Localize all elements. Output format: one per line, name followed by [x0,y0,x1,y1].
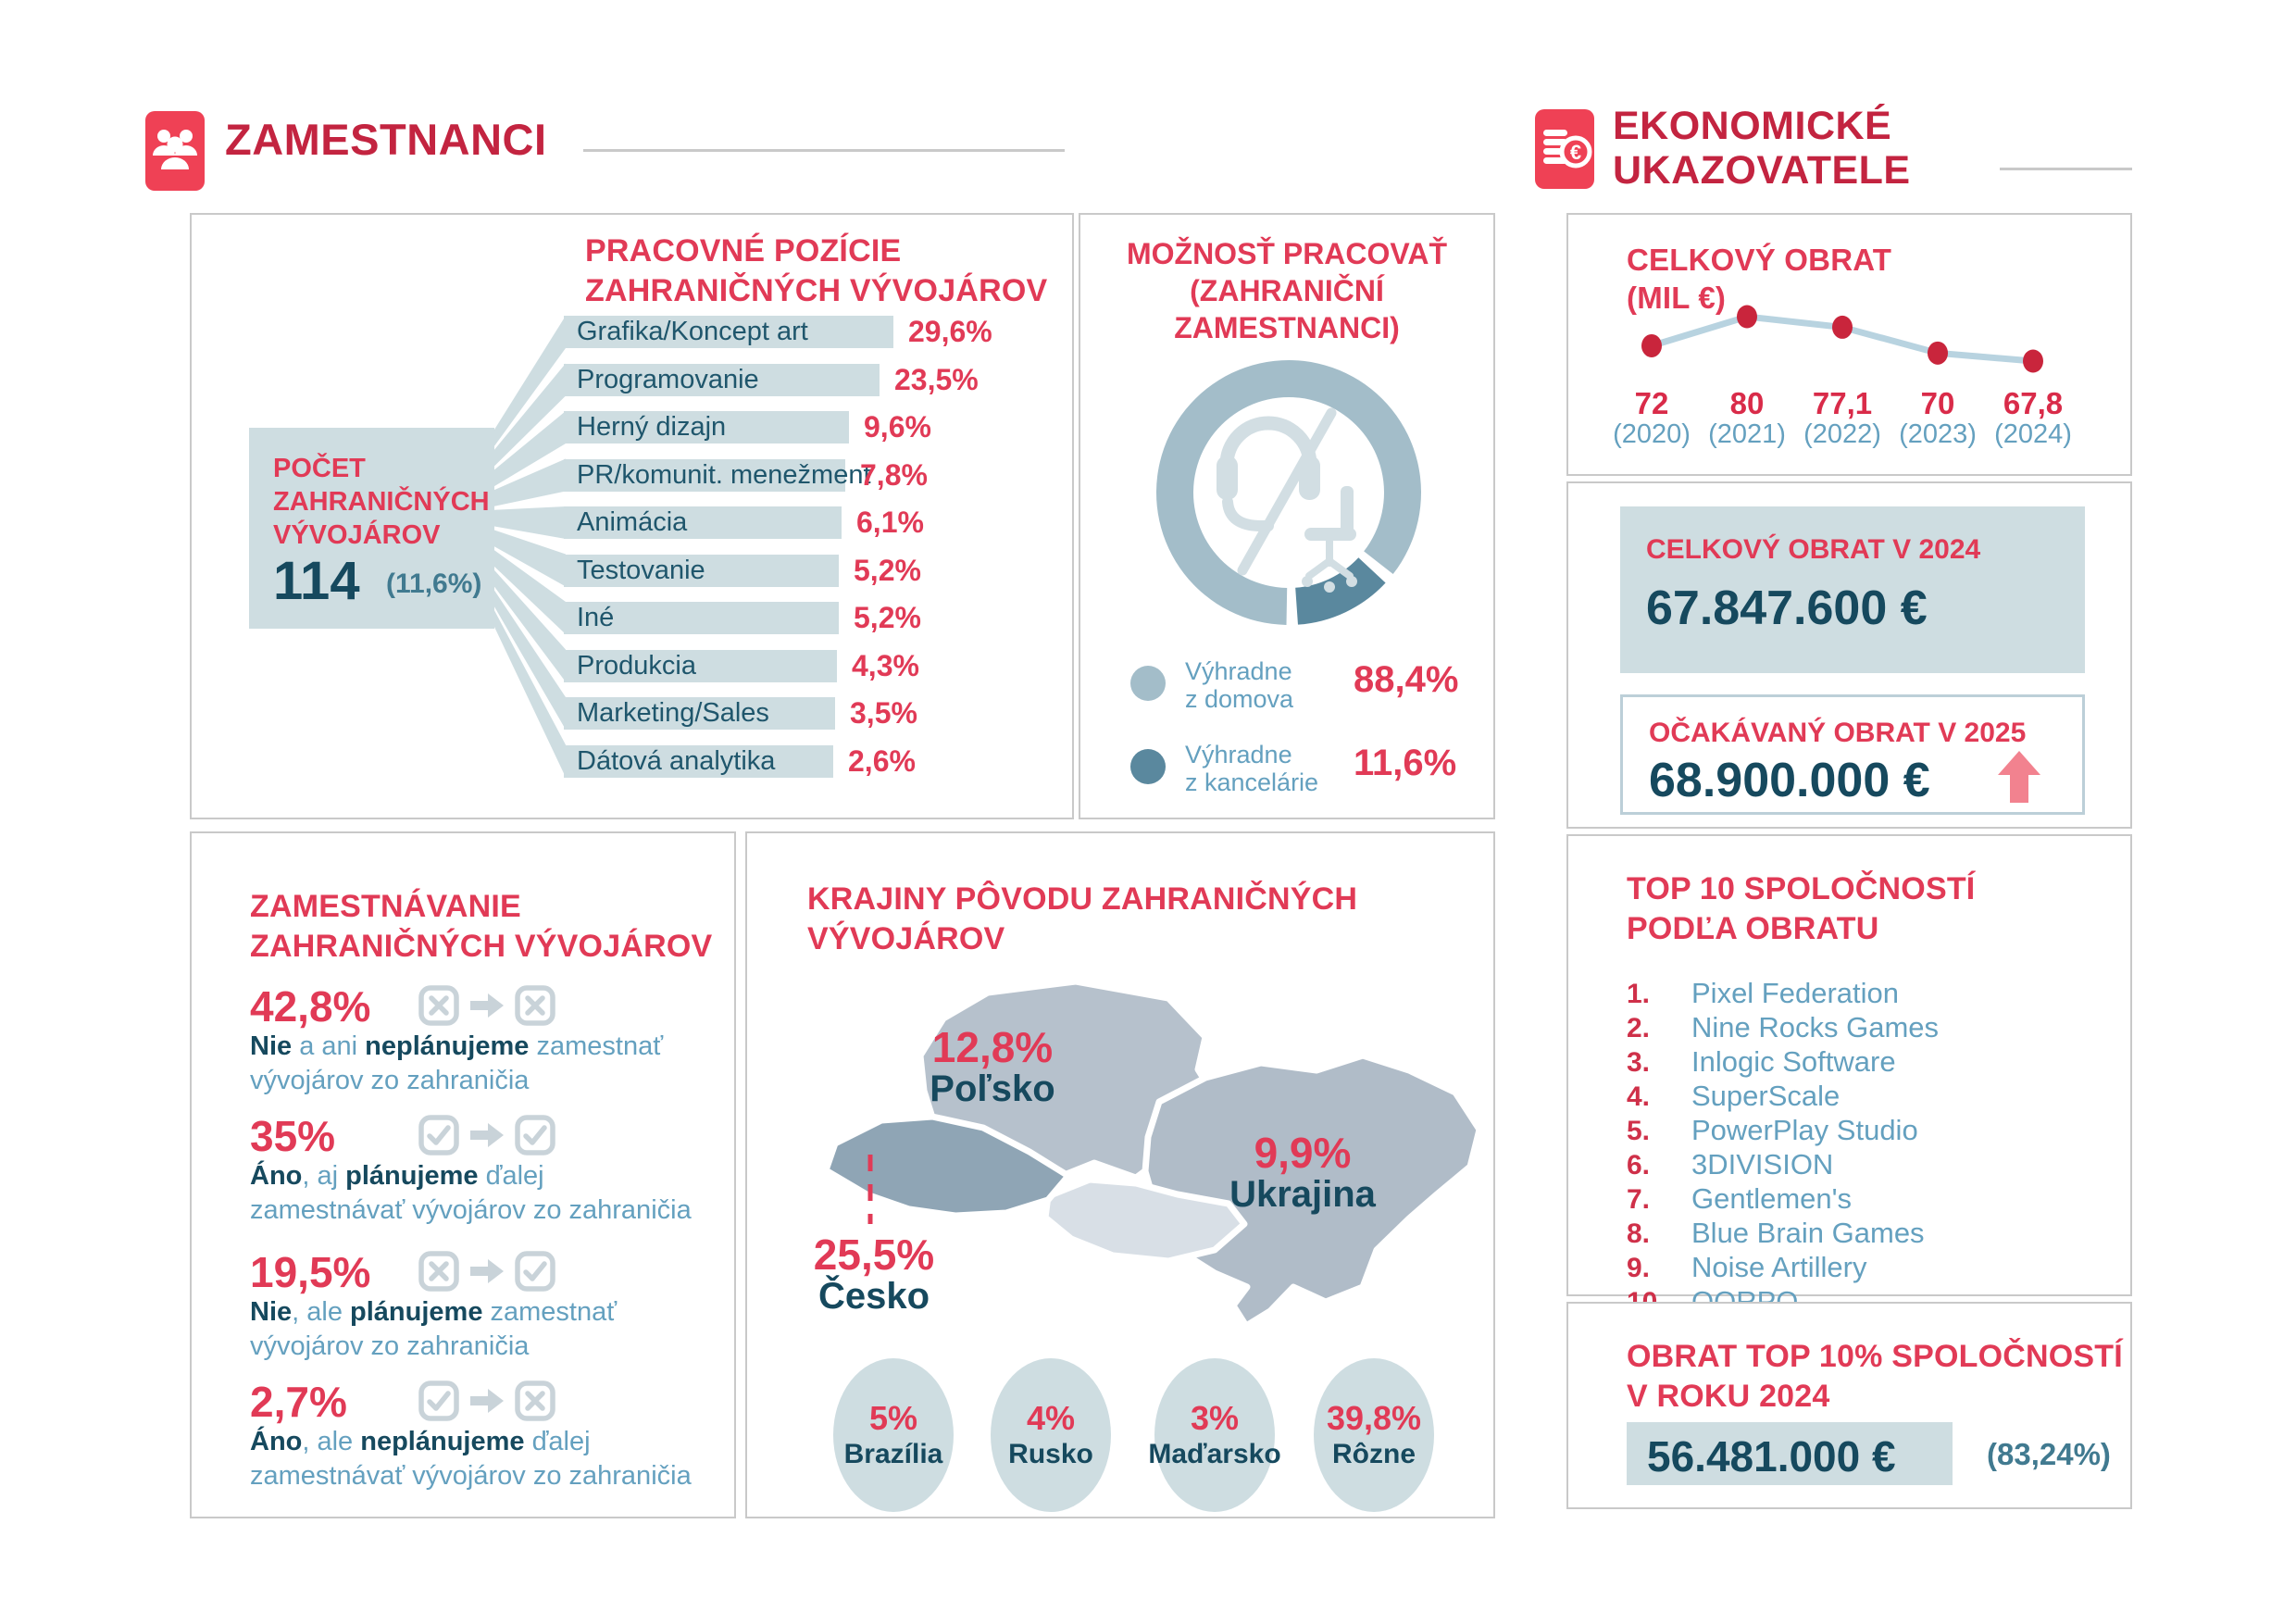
top10-company-name: Noise Artillery [1691,1251,1867,1283]
top10-company-name: PowerPlay Studio [1691,1114,1918,1146]
foreign-devs-count-label: POČET ZAHRANIČNÝCH VÝVOJÁROV [273,454,490,550]
position-bar-value: 4,3% [852,648,919,682]
check-checkbox-icon [418,1380,459,1421]
hiring-description-segment: a ani [292,1031,366,1061]
turnover-point-value: 72 [1634,386,1669,420]
positions-title: PRACOVNÉ POZÍCIE ZAHRANIČNÝCH VÝVOJÁROV [585,233,1048,308]
top10-company-name: Inlogic Software [1691,1045,1896,1078]
hiring-description-segment: , ale [292,1297,351,1327]
header-divider-left [583,149,1065,152]
total-2024-box [1620,506,2085,673]
hiring-transition-icons [418,1380,555,1421]
turnover-point-year: (2024) [1994,419,2072,449]
bubble-percentage: 39,8% [1326,1399,1422,1437]
legend-value-home: 88,4% [1354,659,1459,700]
hiring-description-segment: Nie [250,1031,293,1061]
top10-turnover-value: 56.481.000 € [1647,1432,1896,1480]
hiring-description-segment: plánujeme [345,1161,479,1191]
bubble-country-name: Rôzne [1332,1439,1416,1469]
legend-dot-office [1130,749,1166,784]
hiring-description-segment: zamestnať vývojárov zo zahraničia [250,1297,618,1361]
hiring-description-segment: zamestnať vývojárov zo zahraničia [250,1031,664,1095]
ukraine-name: Ukrajina [1229,1174,1376,1215]
top10-rank: 3. [1627,1047,1651,1078]
turnover-point [1641,334,1662,357]
top10-row [1627,1045,1939,1080]
position-bar-label: Herný dizajn [577,412,727,442]
position-bar-label: Programovanie [577,364,759,394]
position-bar-value: 5,2% [854,601,921,634]
position-bar [564,555,839,587]
legend-label-home: Výhradne z domova [1185,657,1294,713]
hiring-percentage: 19,5% [250,1248,371,1296]
turnover-chart-title: CELKOVÝ OBRAT (MIL €) [1627,243,1892,315]
country-bubble [1148,1358,1281,1512]
top10-company-name: Pixel Federation [1691,977,1900,1009]
employees-section-title: ZAMESTNANCI [225,115,547,164]
svg-text:€: € [1569,141,1582,164]
top10-turnover-share: (83,24%) [1987,1437,2111,1471]
check-checkbox-icon [515,1115,555,1156]
position-bar-value: 9,6% [864,410,931,443]
foreign-devs-count-share: (11,6%) [386,568,482,599]
x-checkbox-icon [515,1380,555,1421]
growth-arrow-up-icon [1998,751,2040,803]
hiring-description-segment: Nie [250,1297,293,1327]
economy-section-title: EKONOMICKÉ UKAZOVATELE [1613,104,1911,193]
x-checkbox-icon [515,985,555,1026]
total-2024-value: 67.847.600 € [1646,581,1928,635]
top10-rank: 4. [1627,1081,1651,1112]
top10-rank: 7. [1627,1184,1651,1215]
turnover-point-year: (2020) [1613,419,1691,449]
foreign-devs-count-value: 114 [273,551,360,611]
position-bar-value: 6,1% [856,506,924,539]
top10-row [1627,1011,1939,1045]
position-bar [564,745,833,778]
top10-row [1627,1251,1939,1285]
countries-title: KRAJINY PÔVODU ZAHRANIČNÝCH VÝVOJÁROV [807,881,1358,956]
legend-label-office: Výhradne z kancelárie [1185,741,1319,796]
turnover-point [2023,349,2043,372]
top10-turnover-value-box [1627,1422,1953,1485]
position-bar-value: 3,5% [850,696,917,730]
poland-pct: 12,8% [931,1023,1054,1071]
expected-2025-value: 68.900.000 € [1649,754,1930,807]
economy-coins-icon [1535,109,1594,189]
ukraine-pct: 9,9% [1254,1129,1352,1177]
top10-title: TOP 10 SPOLOČNOSTÍ PODĽA OBRATU [1627,871,1976,946]
top10-panel [1566,834,2132,1296]
hiring-percentage: 35% [250,1112,336,1160]
turnover-point [1928,342,1948,365]
turnover-point-value: 67,8 [2003,386,2064,420]
turnover-point-year: (2022) [1803,419,1881,449]
hiring-panel [190,831,736,1518]
top10-list [1627,977,1939,1319]
hiring-percentage: 2,7% [250,1378,347,1426]
turnover-chart-panel [1566,213,2132,476]
position-bar-value: 29,6% [908,315,992,348]
top10-company-name: Blue Brain Games [1691,1217,1925,1249]
bubble-percentage: 4% [1026,1399,1076,1437]
hiring-description [250,1295,694,1364]
top10-company-name: SuperScale [1691,1080,1841,1112]
position-bar [564,411,849,443]
czechia-pct: 25,5% [813,1230,935,1279]
position-bar-value: 7,8% [860,457,928,492]
expected-2025-box [1620,694,2085,815]
work-mode-panel [1079,213,1495,819]
x-checkbox-icon [418,985,459,1026]
foreign-devs-count-box [249,428,494,629]
position-bar-label: Marketing/Sales [577,698,769,728]
hiring-description-segment: Áno [250,1427,303,1456]
hiring-description-segment: plánujeme [350,1297,483,1327]
bubble-country-name: Brazília [843,1439,943,1469]
hiring-transition-icons [418,1251,555,1292]
top10-company-name: Nine Rocks Games [1691,1011,1940,1043]
position-bar [564,506,842,539]
bubble-percentage: 3% [1190,1399,1240,1437]
position-bar-label: Iné [577,603,615,632]
top10-row [1627,1217,1939,1251]
position-bar [564,459,871,492]
turnover-point-year: (2023) [1899,419,1977,449]
check-checkbox-icon [418,1115,459,1156]
hiring-description [250,1030,694,1098]
country-bubble [991,1358,1111,1512]
top10-turnover-title: OBRAT TOP 10% SPOLOČNOSTÍ V ROKU 2024 [1627,1339,2123,1414]
turnover-point-value: 77,1 [1812,386,1873,420]
position-bar [564,602,839,634]
countries-panel [745,831,1495,1518]
position-bar [564,364,880,396]
top10-company-name: Gentlemen's [1691,1182,1853,1215]
top10-turnover-panel [1566,1302,2132,1509]
legend-dot-home [1130,666,1166,701]
turnover-point-year: (2021) [1708,419,1786,449]
turnover-point-value: 80 [1729,386,1765,420]
position-bar-label: Dátová analytika [577,745,776,776]
arrow-right-icon [470,1389,504,1413]
hiring-percentage: 42,8% [250,982,371,1031]
work-mode-donut-chart [1150,354,1428,631]
top10-row [1627,1148,1939,1182]
position-bar-label: Testovanie [577,555,705,585]
turnover-values-panel [1566,481,2132,829]
hiring-description [250,1159,694,1228]
hiring-title: ZAMESTNÁVANIE ZAHRANIČNÝCH VÝVOJÁROV [250,889,713,964]
hiring-description-segment: ďalej zamestnávať vývojárov zo zahraničia [250,1427,692,1491]
top10-rank: 1. [1627,979,1651,1009]
bubble-country-name: Rusko [1008,1439,1093,1469]
poland-name: Poľsko [930,1068,1055,1109]
top10-row [1627,1080,1939,1114]
arrow-right-icon [470,993,504,1018]
position-bar-label: PR/komunit. menežment [577,459,871,490]
bubble-percentage: 5% [868,1399,918,1437]
hiring-description-segment: , ale [302,1427,361,1456]
x-checkbox-icon [418,1251,459,1292]
country-bubble [833,1358,954,1512]
position-bar [564,697,835,730]
positions-panel [190,213,1074,819]
bubble-country-name: Maďarsko [1148,1439,1281,1469]
position-bar-label: Grafika/Koncept art [577,317,808,346]
hiring-description-segment: , aj [302,1161,346,1191]
czechia-name: Česko [817,1276,930,1317]
header-divider-right [2000,168,2132,170]
position-bar-value: 5,2% [854,553,921,587]
top10-row [1627,977,1939,1011]
top10-company-name: 3DIVISION [1691,1148,1834,1181]
hiring-description-segment: neplánujeme [365,1031,530,1061]
top10-rank: 8. [1627,1218,1651,1249]
position-bar-label: Produkcia [577,650,696,681]
top10-rank: 6. [1627,1150,1651,1181]
position-bar [564,650,837,682]
arrow-right-icon [470,1259,504,1283]
hiring-description [250,1425,694,1493]
turnover-point [1832,316,1853,339]
hiring-description-segment: Áno [250,1161,303,1191]
position-bar [564,316,893,348]
hiring-transition-icons [418,985,555,1026]
top10-rank: 2. [1627,1013,1651,1043]
turnover-point [1737,306,1757,329]
country-bubble [1314,1358,1434,1512]
employees-group-icon [145,111,205,191]
top10-row [1627,1114,1939,1148]
position-bar-value: 23,5% [894,362,979,396]
top10-rank: 5. [1627,1116,1651,1146]
headset-vs-chair-icon [1217,413,1357,593]
total-2024-label: CELKOVÝ OBRAT V 2024 [1646,534,1981,565]
hiring-description-segment: neplánujeme [360,1427,525,1456]
hiring-description-segment: ďalej zamestnávať vývojárov zo zahraničia [250,1161,692,1225]
top10-rank: 9. [1627,1253,1651,1283]
check-checkbox-icon [515,1251,555,1292]
position-bar-label: Animácia [577,507,688,537]
position-bar-value: 2,6% [848,743,916,778]
top10-row [1627,1182,1939,1217]
work-mode-title: MOŽNOSŤ PRACOVAŤ (ZAHRANIČNÍ ZAMESTNANCI) [1126,237,1448,344]
turnover-point-value: 70 [1920,386,1955,420]
legend-value-office: 11,6% [1354,743,1457,783]
hiring-transition-icons [418,1115,555,1156]
expected-2025-label: OČAKÁVANÝ OBRAT V 2025 [1649,718,2027,748]
arrow-right-icon [470,1123,504,1147]
